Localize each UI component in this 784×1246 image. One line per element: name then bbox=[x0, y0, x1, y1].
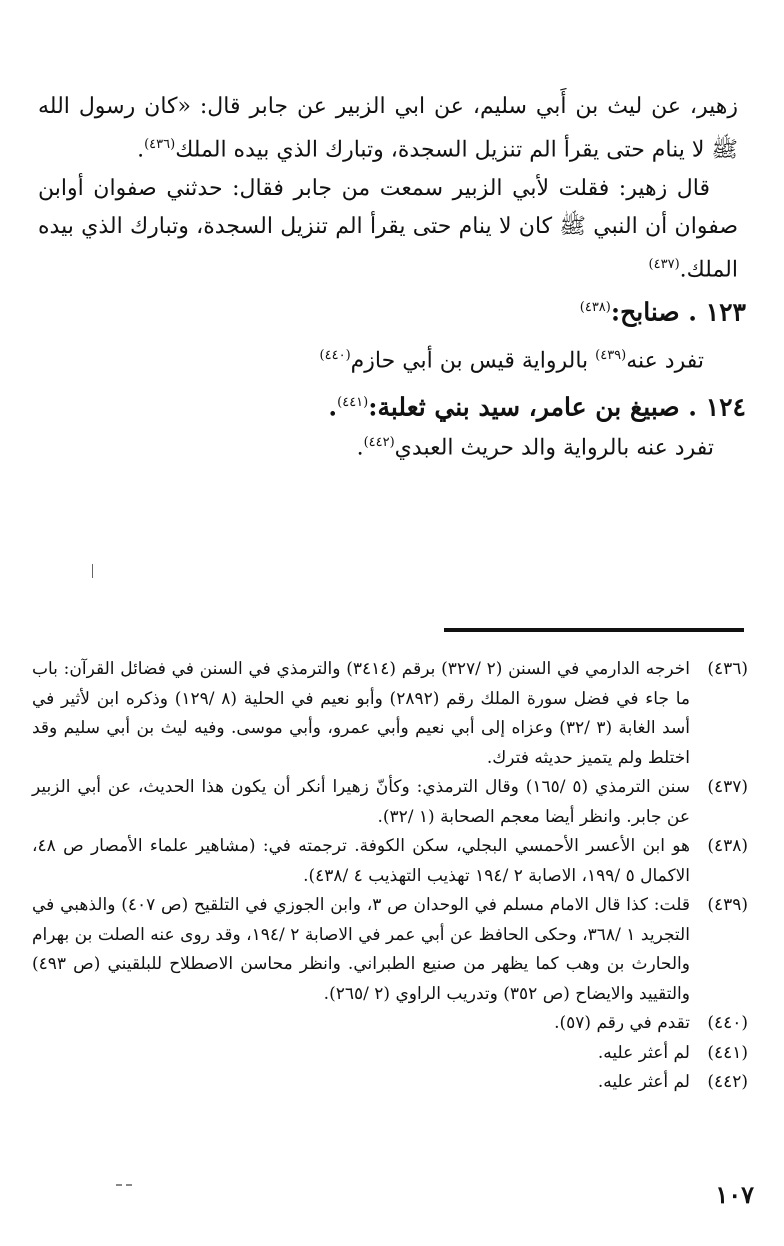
footnote-text: قلت: كذا قال الامام مسلم في الوحدان ص ٣، وابن الجوزي في التلقيح (ص ٤٠٧) والذهبي في التجريد ١ /٣٦٨، وحكى الحافظ عن أبي عمر في الاصابة ٢ /١٩٤، وقد روى عنه الصلت بن بهرام والحارث بن وهب كما يظهر من صنيع الطبراني. وانظر محاسن الاصطلاح للبلقيني (ص ٤٩٣) والتقييد والايضاح (ص ٣٥٢) وتدريب الراوي (٢ /٢٦٥). bbox=[32, 895, 690, 1004]
hadith-paragraph-2 bbox=[38, 170, 738, 289]
entry-line-text: تفرد عنه بالرواية والد حريث العبدي bbox=[394, 435, 714, 461]
paragraph-text: زهير، عن ليث بن أَبي سليم، عن ابي الزبير عن جابر قال: «كان رسول الله ﷺ لا ينام حتى يقرأ الم تنزيل السجدة، وتبارك الذي بيده الملك bbox=[38, 94, 738, 163]
footnote-ref: (٤٣٨) bbox=[579, 300, 611, 315]
dash-mark bbox=[116, 1184, 132, 1186]
footnote-text: تقدم في رقم (٥٧). bbox=[554, 1013, 690, 1033]
entry-heading-text: ١٢٣ . صنابح: bbox=[610, 297, 746, 327]
entry-heading-123 bbox=[46, 288, 746, 332]
footnote-number: (٤٣٩) bbox=[707, 895, 748, 915]
footnote-separator bbox=[444, 628, 744, 632]
entry-line-124: تفرد عنه بالرواية والد حريث العبدي$^{(٤٤٢)}$. bbox=[356, 435, 714, 461]
footnote-number: (٤٤١) bbox=[707, 1042, 748, 1063]
stray-mark bbox=[92, 564, 93, 578]
footnote-text: لم أعثر عليه. bbox=[597, 1072, 690, 1092]
footnote-ref: (٤٣٧) bbox=[648, 257, 680, 272]
footnote-text: سنن الترمذي (٥ /١٦٥) وقال الترمذي: وكأنّ زهيرا أنكر أن يكون هذا الحديث، عن أبي الزبير عن جابر. وانظر أيضا معجم الصحابة (١ /٣٢). bbox=[32, 777, 690, 827]
footnote-ref: (٤٤٢) bbox=[363, 435, 395, 450]
footnote-ref: (٤٤٠) bbox=[319, 348, 351, 363]
entry-heading-text: ١٢٤ . صبيغ بن عامر، سيد بني ثعلبة: bbox=[368, 392, 746, 422]
footnote-item bbox=[32, 1009, 748, 1039]
footnote-number: (٤٣٧) bbox=[707, 777, 748, 797]
footnote-item bbox=[32, 1068, 748, 1098]
hadith-paragraph-1: زهير، عن ليث بن أَبي سليم، عن ابي الزبير عن جابر قال: «كان رسول الله ﷺ لا ينام حتى يقرأ الم تنزيل السجدة، وتبارك الذي بيده الملك$^{(٤٣٦)}$. bbox=[38, 94, 738, 163]
footnotes-list bbox=[32, 655, 748, 1098]
entry-line-text: تفرد عنه bbox=[626, 348, 704, 374]
footnote-text: اخرجه الدارمي في السنن (٢ /٣٢٧) برقم (٣٤١٤) والترمذي في السنن في فضائل القرآن: باب ما جاء في فضل سورة الملك رقم (٢٨٩٢) وأبو نعيم في الحلية (٨ /١٢٩) وذكره ابن لأثير في أسد الغابة (٣ /٣٢) وعزاه إلى أبي نعيم وأبي عمرو، وأبي موسى. وفيه ليث بن أبي سليم وقد اختلط ولم يتميز حديثه فترك. bbox=[32, 659, 691, 768]
entry-line-123 bbox=[4, 338, 704, 379]
footnote-item bbox=[32, 773, 748, 832]
footnote-text: لم أعثر عليه. bbox=[597, 1042, 690, 1063]
footnote-item bbox=[32, 1039, 748, 1069]
entry-line-text: بالرواية قيس بن أبي حازم bbox=[350, 348, 596, 374]
footnote-number: (٤٣٦) bbox=[707, 659, 748, 679]
footnote-number: (٤٤٠) bbox=[707, 1013, 748, 1033]
footnote-number: (٤٤٢) bbox=[707, 1072, 748, 1092]
footnote-ref: (٤٣٦) bbox=[144, 137, 176, 152]
footnote-number: (٤٣٨) bbox=[707, 836, 748, 856]
footnote-item bbox=[32, 891, 748, 1009]
page-number: ١٠٧ bbox=[715, 1180, 754, 1209]
footnote-item bbox=[32, 832, 748, 891]
footnote-ref: (٤٤١) bbox=[337, 395, 369, 410]
entry-heading-124: ١٢٤ . صبيغ بن عامر، سيد بني ثعلبة:$^{(٤٤١)}$. bbox=[328, 392, 746, 422]
footnote-text: هو ابن الأعسر الأحمسي البجلي، سكن الكوفة. ترجمته في: (مشاهير علماء الأمصار ص ٤٨، الاكمال ٥ /١٩٩، الاصابة ٢ /١٩٤ تهذيب التهذيب ٤ /٤٣٨). bbox=[32, 836, 690, 886]
paragraph-text: قال زهير: فقلت لأبي الزبير سمعت من جابر فقال: حدثني صفوان أوابن صفوان أن النبي ﷺ كان لا ينام حتى يقرأ الم تنزيل السجدة، وتبارك الذي بيده الملك. bbox=[38, 176, 738, 283]
footnote-item bbox=[32, 655, 748, 773]
footnote-ref: (٤٣٩) bbox=[595, 348, 627, 363]
